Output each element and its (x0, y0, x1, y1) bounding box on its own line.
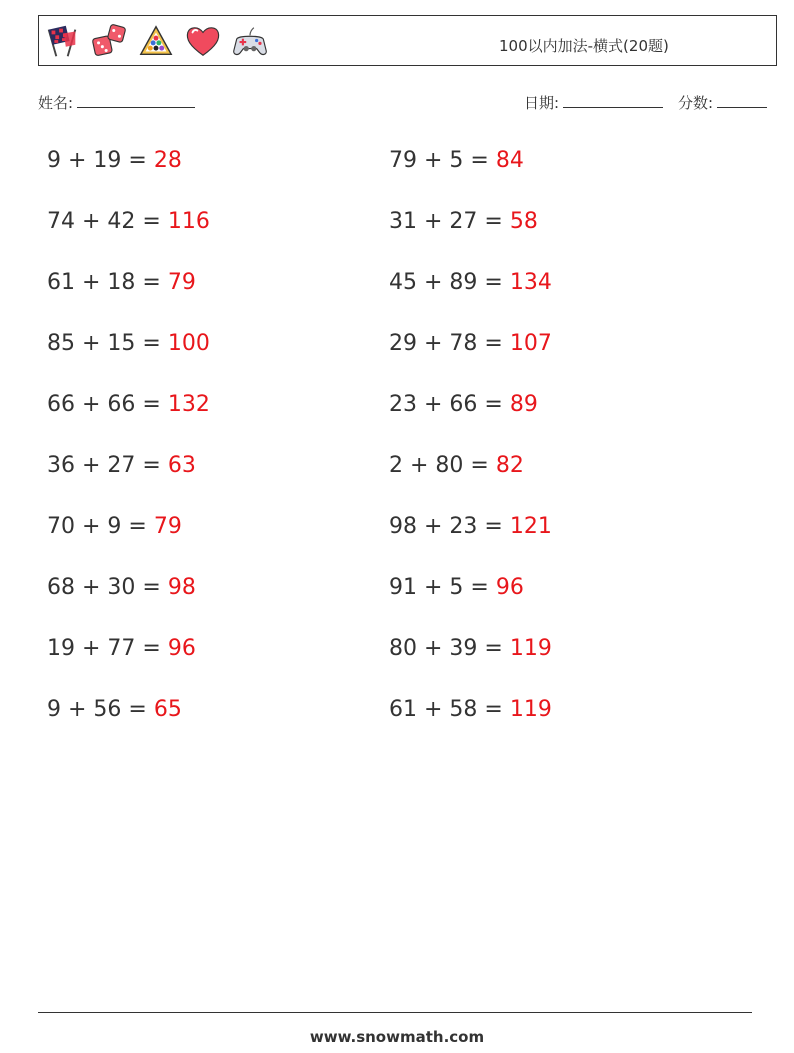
name-label: 姓名: (38, 94, 74, 112)
problem-question: 85 + 15 = (47, 331, 168, 356)
problem-answer: 134 (509, 270, 552, 295)
problem-question: 23 + 66 = (389, 392, 510, 417)
problem-answer: 65 (153, 697, 182, 722)
problem-answer: 116 (167, 209, 210, 234)
racing-flags-icon (43, 22, 81, 60)
problem-question: 31 + 27 = (389, 209, 510, 234)
problem-item (47, 636, 196, 661)
problem-answer: 63 (167, 453, 196, 478)
problem-question: 29 + 78 = (389, 331, 510, 356)
name-field (38, 92, 195, 113)
problem-question: 79 + 5 = (389, 148, 496, 173)
problem-answer: 100 (167, 331, 210, 356)
problem-item (47, 392, 210, 417)
date-blank[interactable] (563, 93, 663, 108)
problem-item (47, 270, 196, 295)
score-label: 分数: (678, 94, 714, 112)
problem-item (389, 331, 552, 356)
problem-item (389, 392, 538, 417)
problem-question: 74 + 42 = (47, 209, 168, 234)
worksheet-title: 100以内加法-横式(20题) (499, 37, 669, 55)
date-field (524, 92, 663, 113)
score-field (678, 92, 767, 113)
problem-item (389, 209, 538, 234)
problem-answer: 96 (495, 575, 524, 600)
problem-question: 91 + 5 = (389, 575, 496, 600)
problem-item (389, 148, 524, 173)
footer-rule (38, 1012, 752, 1013)
problem-question: 61 + 18 = (47, 270, 168, 295)
problem-answer: 84 (495, 148, 524, 173)
header-box (38, 15, 777, 66)
problem-answer: 119 (509, 697, 552, 722)
problem-answer: 132 (167, 392, 210, 417)
problem-question: 68 + 30 = (47, 575, 168, 600)
problem-question: 66 + 66 = (47, 392, 168, 417)
icon-strip (43, 22, 269, 60)
problem-answer: 82 (495, 453, 524, 478)
problem-answer: 28 (153, 148, 182, 173)
problem-question: 9 + 19 = (47, 148, 154, 173)
problem-answer: 119 (509, 636, 552, 661)
problem-question: 98 + 23 = (389, 514, 510, 539)
problem-question: 61 + 58 = (389, 697, 510, 722)
problem-item (47, 331, 210, 356)
problem-question: 36 + 27 = (47, 453, 168, 478)
problem-item (47, 514, 182, 539)
gamepad-icon (231, 22, 269, 60)
footer-url: www.snowmath.com (309, 1028, 485, 1046)
problem-item (389, 697, 552, 722)
problem-item (389, 453, 524, 478)
problem-item (47, 453, 196, 478)
dice-icon (90, 22, 128, 60)
problem-question: 45 + 89 = (389, 270, 510, 295)
problem-item (389, 636, 552, 661)
problem-item (389, 270, 552, 295)
problem-answer: 96 (167, 636, 196, 661)
score-blank[interactable] (717, 93, 767, 108)
problem-answer: 58 (509, 209, 538, 234)
problem-question: 2 + 80 = (389, 453, 496, 478)
problem-item (47, 209, 210, 234)
billiard-rack-icon (137, 22, 175, 60)
problem-item (47, 697, 182, 722)
problem-item (389, 514, 552, 539)
problem-question: 9 + 56 = (47, 697, 154, 722)
problem-answer: 107 (509, 331, 552, 356)
problem-item (389, 575, 524, 600)
problem-answer: 79 (167, 270, 196, 295)
name-blank[interactable] (77, 93, 195, 108)
problem-item (47, 148, 182, 173)
heart-icon (184, 22, 222, 60)
problem-question: 70 + 9 = (47, 514, 154, 539)
date-label: 日期: (524, 94, 560, 112)
problem-question: 19 + 77 = (47, 636, 168, 661)
problem-question: 80 + 39 = (389, 636, 510, 661)
problem-answer: 79 (153, 514, 182, 539)
problem-answer: 89 (509, 392, 538, 417)
problem-item (47, 575, 196, 600)
problem-answer: 98 (167, 575, 196, 600)
problem-answer: 121 (509, 514, 552, 539)
